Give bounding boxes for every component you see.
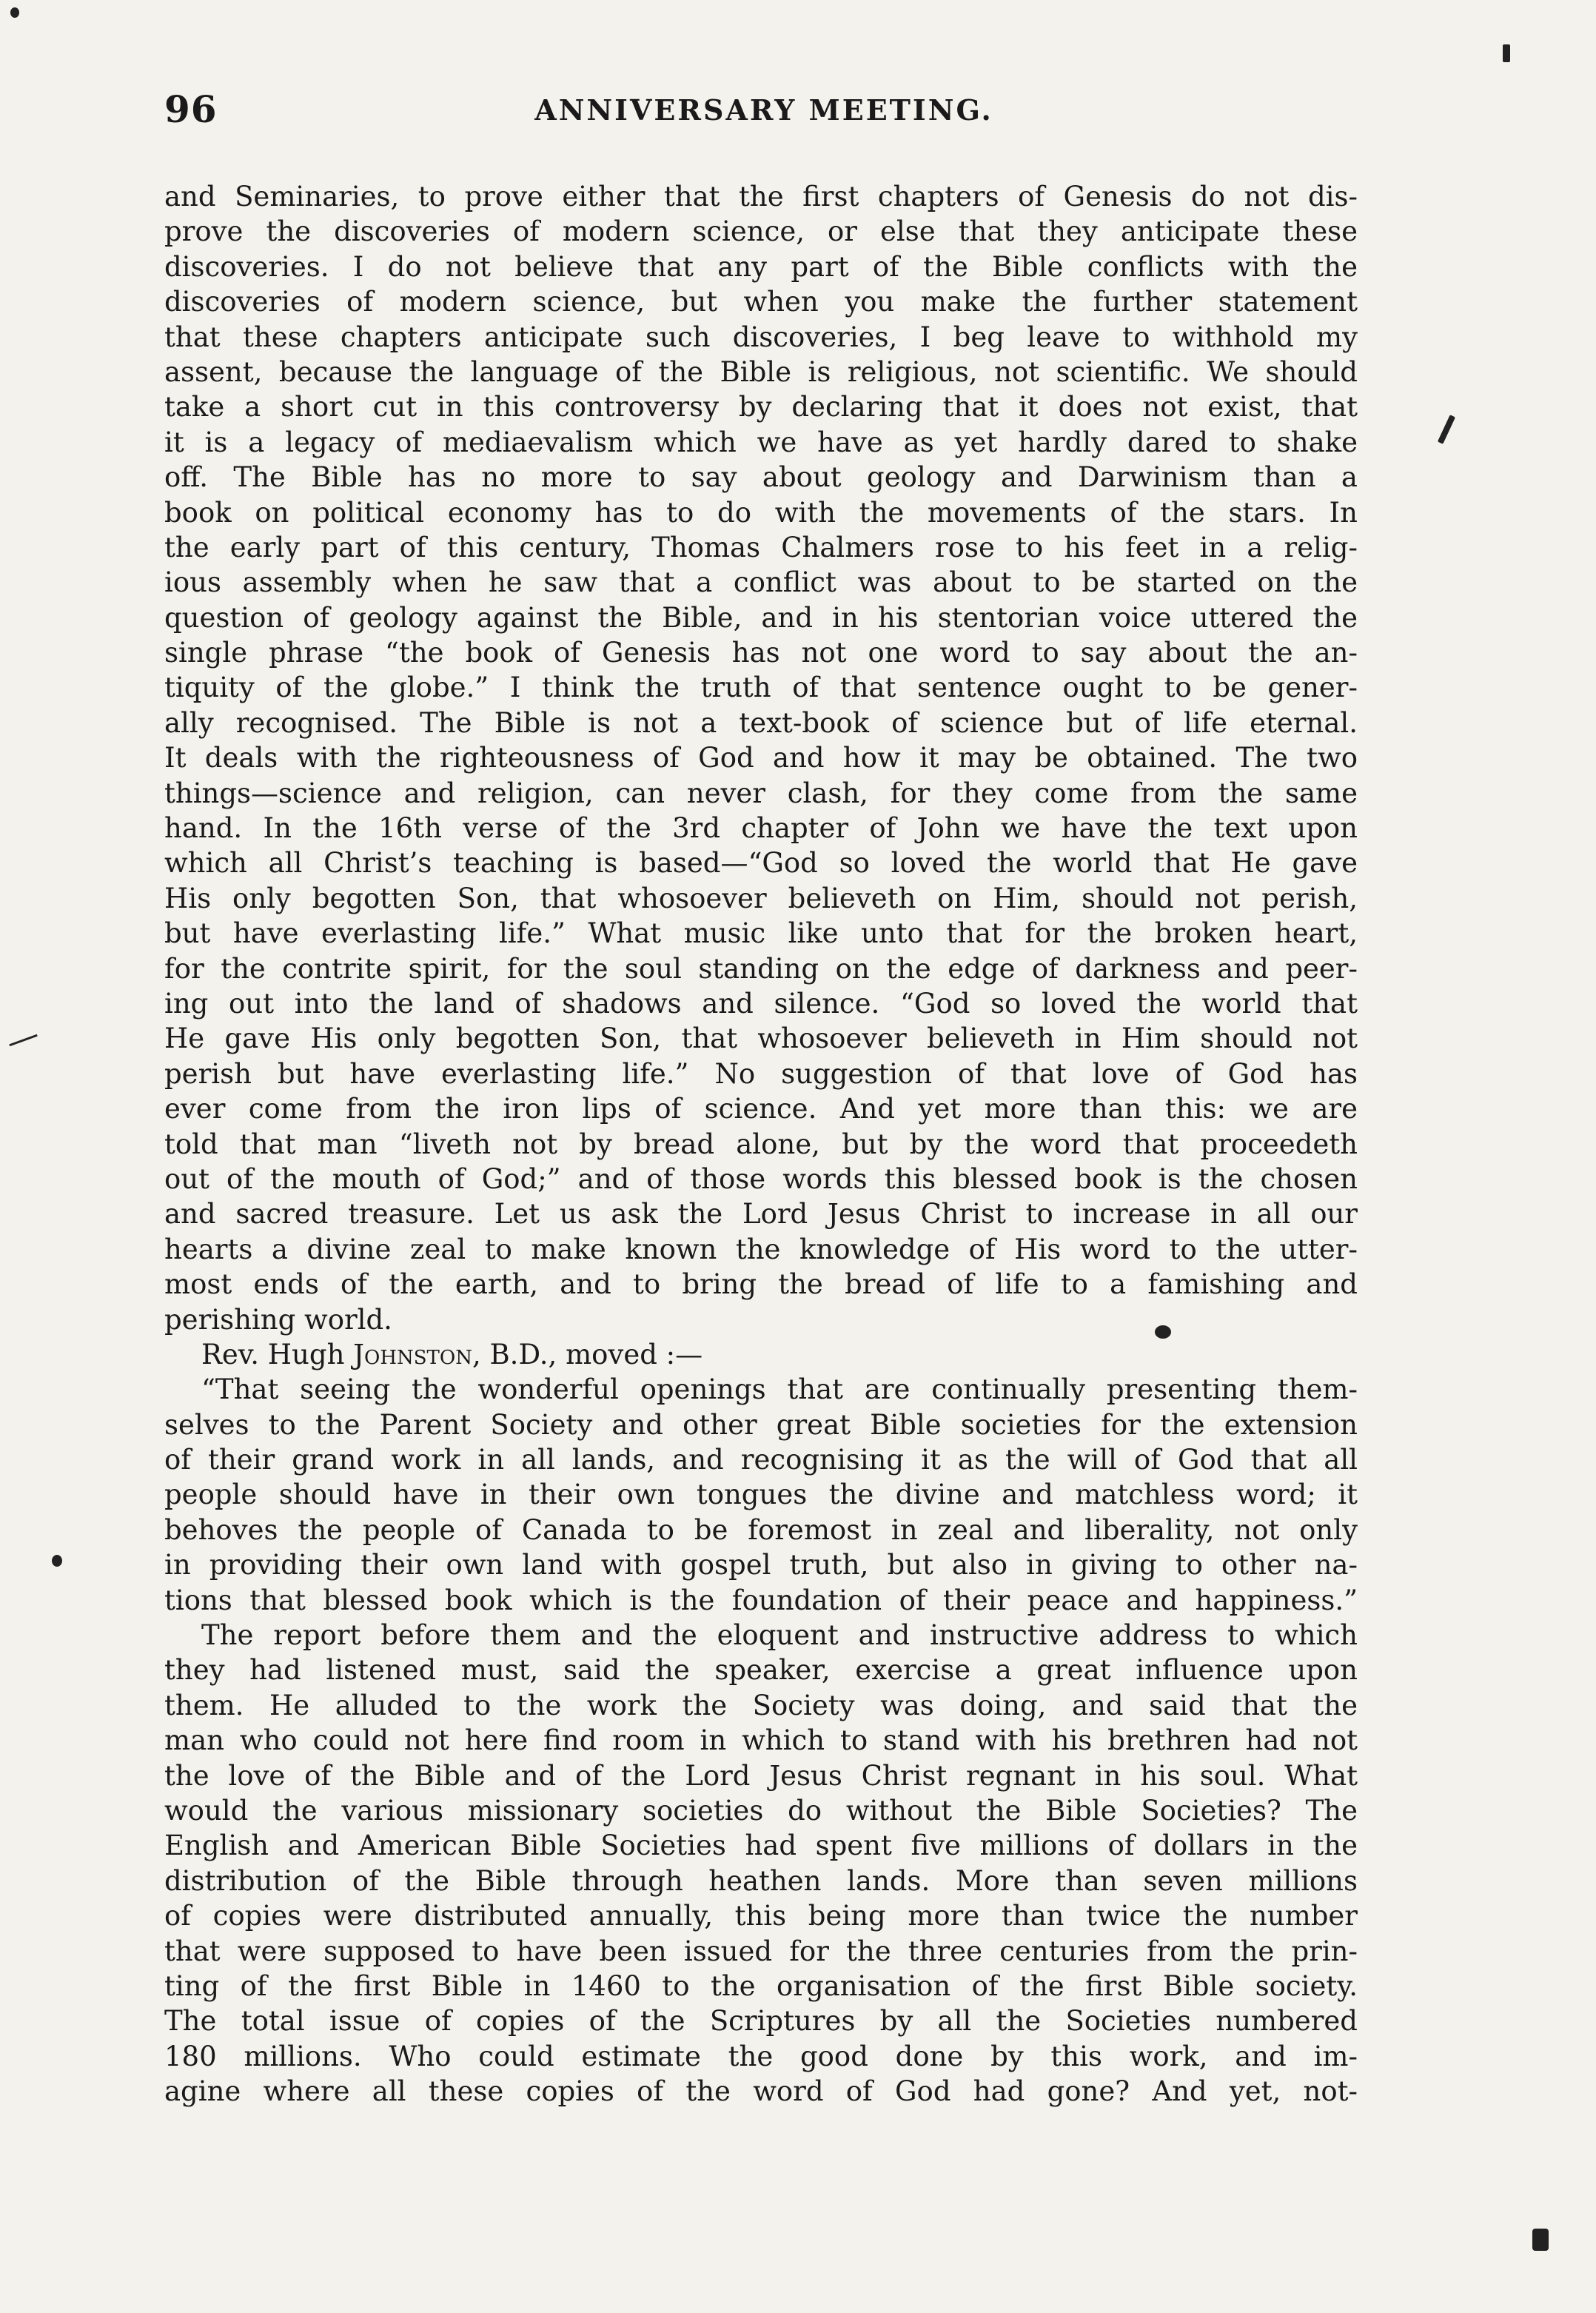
text-line: It deals with the righteousness of God and how it may be obtained. The two	[164, 742, 1358, 774]
paragraph-resolution	[164, 1372, 1358, 1618]
text-line: of their grand work in all lands, and recognising it as the will of God that all	[164, 1444, 1358, 1476]
text-line: ing out into the land of shadows and silence. “God so loved the world that	[164, 987, 1358, 1020]
page-number: 96	[164, 87, 218, 131]
text-line: “That seeing the wonderful openings that are continually presenting them-	[201, 1373, 1358, 1406]
text-line: things—science and religion, can never clash, for they come from the same	[164, 777, 1358, 809]
text-line: it is a legacy of mediaevalism which we have as yet hardly dared to shake	[164, 426, 1358, 458]
text-line: but have everlasting life.” What music like unto that for the broken heart,	[164, 917, 1358, 950]
paragraph-report	[164, 1618, 1358, 2109]
text-line: the early part of this century, Thomas Chalmers rose to his feet in a relig-	[164, 531, 1358, 563]
text-line: tiquity of the globe.” I think the truth of that sentence ought to be gener-	[164, 672, 1358, 704]
mover-line	[164, 1337, 1358, 1372]
text-line: ever come from the iron lips of science. And yet more than this: we are	[164, 1093, 1358, 1125]
text-line: His only begotten Son, that whosoever believeth on Him, should not perish,	[164, 882, 1358, 914]
text-line: which all Christ’s teaching is based—“God so loved the world that He gave	[164, 847, 1358, 880]
running-head: ANNIVERSARY MEETING.	[534, 93, 993, 127]
text-line: He gave His only begotten Son, that whosoever believeth in Him should not	[164, 1022, 1358, 1055]
mover-suffix: , B.D., moved :—	[472, 1338, 703, 1370]
text-line: told that man “liveth not by bread alone, but by the word that proceedeth	[164, 1128, 1358, 1160]
text-line: ally recognised. The Bible is not a text-book of science but of life eternal.	[164, 706, 1358, 739]
text-line: they had listened must, said the speaker, exercise a great influence upon	[164, 1654, 1358, 1687]
text-line: perishing world.	[164, 1303, 392, 1336]
text-line: them. He alluded to the work the Society was doing, and said that the	[164, 1689, 1358, 1721]
text-line: English and American Bible Societies had spent five millions of dollars in the	[164, 1830, 1358, 1862]
text-line: agine where all these copies of the word of God had gone? And yet, not-	[164, 2075, 1358, 2108]
paragraph-sermon	[164, 179, 1358, 1337]
text-line: discoveries of modern science, but when you make the further statement	[164, 286, 1358, 318]
mover-prefix: Rev. Hugh	[201, 1338, 354, 1370]
text-line: tions that blessed book which is the foundation of their peace and happiness.”	[164, 1584, 1358, 1616]
text-line: of copies were distributed annually, this being more than twice the number	[164, 1900, 1358, 1932]
text-line: 180 millions. Who could estimate the good done by this work, and im-	[164, 2040, 1358, 2072]
text-line: most ends of the earth, and to bring the bread of life to a famishing and	[164, 1268, 1358, 1301]
text-line: selves to the Parent Society and other great Bible societies for the extension	[164, 1408, 1358, 1441]
scan-speck	[1438, 415, 1455, 444]
text-line: behoves the people of Canada to be foremost in zeal and liberality, not only	[164, 1513, 1358, 1546]
text-line: the love of the Bible and of the Lord Jesus Christ regnant in his soul. What	[164, 1759, 1358, 1792]
text-line: ious assembly when he saw that a conflict was about to be started on the	[164, 566, 1358, 599]
text-line: prove the discoveries of modern science, or else that they anticipate these	[164, 215, 1358, 248]
text-line: book on political economy has to do with the movements of the stars. In	[164, 496, 1358, 529]
text-line: people should have in their own tongues the divine and matchless word; it	[164, 1479, 1358, 1511]
text-line: distribution of the Bible through heathen lands. More than seven millions	[164, 1864, 1358, 1897]
text-line: The report before them and the eloquent and instructive address to which	[201, 1619, 1358, 1652]
body-text	[164, 179, 1358, 2109]
scan-speck	[9, 1034, 38, 1047]
text-line: hearts a divine zeal to make known the knowledge of His word to the utter-	[164, 1233, 1358, 1265]
text-line: hand. In the 16th verse of the 3rd chapter of John we have the text upon	[164, 812, 1358, 845]
text-line: ting of the first Bible in 1460 to the organisation of the first Bible society.	[164, 1969, 1358, 2002]
text-line: take a short cut in this controversy by declaring that it does not exist, that	[164, 391, 1358, 424]
text-line: out of the mouth of God;” and of those words this blessed book is the chosen	[164, 1162, 1358, 1195]
text-line: that were supposed to have been issued for the three centuries from the prin-	[164, 1935, 1358, 1967]
text-line: in providing their own land with gospel truth, but also in giving to other na-	[164, 1549, 1358, 1581]
text-line: that these chapters anticipate such discoveries, I beg leave to withhold my	[164, 321, 1358, 353]
text-line: and Seminaries, to prove either that the first chapters of Genesis do not dis-	[164, 181, 1358, 212]
scan-speck	[1532, 2229, 1549, 2251]
text-line: assent, because the language of the Bible is religious, not scientific. We should	[164, 355, 1358, 388]
scan-speck	[52, 1555, 62, 1567]
text-line: The total issue of copies of the Scriptures by all the Societies numbered	[164, 2005, 1358, 2038]
page-header	[164, 87, 1364, 139]
text-line: question of geology against the Bible, and in his stentorian voice uttered the	[164, 601, 1358, 634]
text-line: off. The Bible has no more to say about geology and Darwinism than a	[164, 461, 1358, 494]
scan-speck	[1503, 44, 1510, 62]
text-line: would the various missionary societies do without the Bible Societies? The	[164, 1794, 1358, 1827]
text-line: and sacred treasure. Let us ask the Lord Jesus Christ to increase in all our	[164, 1198, 1358, 1231]
text-line: for the contrite spirit, for the soul standing on the edge of darkness and peer-	[164, 952, 1358, 985]
scan-speck	[1155, 1325, 1171, 1339]
text-line: single phrase “the book of Genesis has not one word to say about the an-	[164, 637, 1358, 669]
text-line: discoveries. I do not believe that any part of the Bible conflicts with the	[164, 250, 1358, 283]
text-line: perish but have everlasting life.” No suggestion of that love of God has	[164, 1057, 1358, 1090]
scan-speck	[10, 7, 19, 18]
mover-name: Johnston	[353, 1338, 472, 1370]
text-line: man who could not here find room in which to stand with his brethren had not	[164, 1724, 1358, 1757]
